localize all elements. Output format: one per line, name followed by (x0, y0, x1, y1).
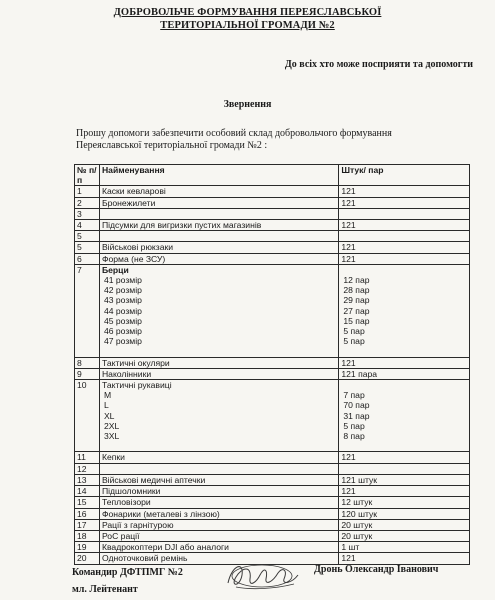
row-quantity: 121 (339, 357, 470, 368)
row-item-name: РоС рації (99, 530, 338, 541)
row-number: 3 (75, 208, 100, 219)
header-name: Найменування (99, 165, 338, 186)
row-item-name: Підсумки для вигризки пустих магазинів (99, 220, 338, 231)
row-number: 7 (75, 264, 100, 357)
row-item-name (99, 208, 338, 219)
row-quantity: 121 (339, 553, 470, 564)
row-item-name (99, 264, 338, 357)
table-row (75, 197, 470, 208)
row-quantity (339, 264, 470, 357)
row-item-name (99, 380, 338, 452)
row-number: 10 (75, 380, 100, 452)
row-quantity: 121 (339, 186, 470, 197)
row-item-name (99, 463, 338, 474)
table-header-row (75, 165, 470, 186)
sub-item-label: 41 розмір (103, 275, 142, 286)
table-row (75, 186, 470, 197)
row-number: 6 (75, 253, 100, 264)
table-row (75, 208, 470, 219)
row-quantity: 20 штук (339, 519, 470, 530)
row-item-name (99, 231, 338, 242)
intro-line2: Переяславської територіальної громади №2 : (76, 140, 268, 151)
row-number: 5 (75, 242, 100, 253)
header-num: № п/п (75, 165, 100, 186)
row-item-name: Тепловізори (99, 497, 338, 508)
commander-name: Дронь Олександр Іванович (314, 564, 439, 575)
row-number: 5 (75, 231, 100, 242)
row-number: 9 (75, 368, 100, 379)
sub-item-qty: 12 пар (343, 275, 370, 286)
sub-item-qty: 8 пар (343, 431, 365, 442)
table-row (75, 368, 470, 379)
row-item-name: Каски кевларові (99, 186, 338, 197)
sub-item-label: L (103, 400, 109, 411)
row-number: 8 (75, 357, 100, 368)
row-quantity: 121 штук (339, 474, 470, 485)
table-row (75, 508, 470, 519)
row-item-name: Квадрокоптери DJI або аналоги (99, 542, 338, 553)
table-row (75, 519, 470, 530)
sub-item-qty: 5 пар (343, 326, 365, 337)
table-row (75, 264, 470, 357)
row-number: 1 (75, 186, 100, 197)
row-quantity: 20 штук (339, 530, 470, 541)
sub-item-qty: 29 пар (343, 295, 370, 306)
row-quantity: 121 (339, 197, 470, 208)
row-quantity (339, 208, 470, 219)
sub-item-qty: 7 пар (343, 390, 365, 401)
item-name: Берци (101, 264, 129, 275)
row-number: 19 (75, 542, 100, 553)
signatory-title (72, 564, 183, 598)
sub-item-qty: 31 пар (343, 410, 370, 421)
sub-item-qty: 15 пар (343, 315, 370, 326)
row-quantity: 121 (339, 486, 470, 497)
items-table-body (75, 186, 470, 564)
row-quantity: 121 (339, 242, 470, 253)
row-item-name: Форма (не ЗСУ) (99, 253, 338, 264)
row-number: 12 (75, 463, 100, 474)
sub-item-label: 47 розмір (103, 336, 142, 347)
row-item-name: Військові медичні аптечки (99, 474, 338, 485)
row-item-name: Наколінники (99, 368, 338, 379)
row-item-name: Рації з гарнітурою (99, 519, 338, 530)
sub-item-label: 46 розмір (103, 326, 142, 337)
items-table (74, 164, 470, 565)
row-number: 4 (75, 220, 100, 231)
commander-rank: мл. Лейтенант (72, 584, 138, 595)
sub-item-label: 2XL (103, 420, 120, 431)
sub-item-label: XL (103, 410, 115, 421)
row-item-name: Підшоломники (99, 486, 338, 497)
table-row (75, 242, 470, 253)
sub-item-qty: 27 пар (343, 305, 370, 316)
row-item-name: Військові рюкзаки (99, 242, 338, 253)
row-item-name: Тактичні окуляри (99, 357, 338, 368)
sub-item-label: M (103, 390, 112, 401)
org-title-line1: ДОБРОВОЛЬЧЕ ФОРМУВАННЯ ПЕРЕЯСЛАВСЬКОЇ (113, 7, 382, 18)
header-qty: Штук/ пар (339, 165, 470, 186)
table-row (75, 463, 470, 474)
row-quantity: 121 (339, 253, 470, 264)
sub-item-qty: 28 пар (343, 285, 370, 296)
org-title-line2: ТЕРИТОРІАЛЬНОЇ ГРОМАДИ №2 (160, 20, 335, 31)
row-item-name: Фонарики (металеві з лінзою) (99, 508, 338, 519)
table-row (75, 380, 470, 452)
row-quantity (339, 380, 470, 452)
sub-item-qty: 5 пар (343, 420, 365, 431)
row-item-name: Бронежилети (99, 197, 338, 208)
row-quantity (339, 231, 470, 242)
table-row (75, 231, 470, 242)
sub-item-label: 42 розмір (103, 285, 142, 296)
handwritten-signature (222, 557, 302, 593)
table-row (75, 497, 470, 508)
row-quantity: 121 пара (339, 368, 470, 379)
sub-item-qty: 5 пар (343, 336, 365, 347)
table-row (75, 530, 470, 541)
row-quantity: 1 шт (339, 542, 470, 553)
table-row (75, 542, 470, 553)
sub-item-label: 45 розмір (103, 315, 142, 326)
row-quantity (339, 463, 470, 474)
table-row (75, 253, 470, 264)
sub-item-label: 3XL (103, 431, 120, 442)
table-row (75, 486, 470, 497)
row-quantity: 121 (339, 452, 470, 463)
row-number: 18 (75, 530, 100, 541)
row-number: 13 (75, 474, 100, 485)
row-quantity: 12 штук (339, 497, 470, 508)
sub-item-label: 43 розмір (103, 295, 142, 306)
row-quantity: 120 штук (339, 508, 470, 519)
document-heading: Звернення (223, 99, 272, 110)
row-number: 16 (75, 508, 100, 519)
row-number: 14 (75, 486, 100, 497)
row-number: 2 (75, 197, 100, 208)
sub-item-label: 44 розмір (103, 305, 142, 316)
row-number: 20 (75, 553, 100, 564)
table-row (75, 452, 470, 463)
recipient-line: До всіх хто може посприяти та допомогти (284, 59, 473, 70)
table-row (75, 220, 470, 231)
row-number: 15 (75, 497, 100, 508)
item-name: Тактичні рукавиці (101, 380, 172, 391)
row-item-name: Одноточковий ремінь (99, 553, 338, 564)
row-number: 17 (75, 519, 100, 530)
row-quantity: 121 (339, 220, 470, 231)
table-row (75, 474, 470, 485)
row-item-name: Кепки (99, 452, 338, 463)
commander-title: Командир ДФТПМГ №2 (72, 567, 183, 578)
intro-line1: Прошу допомоги забезпечити особовий склад добровольчого формування (76, 128, 392, 139)
sub-item-qty: 70 пар (343, 400, 370, 411)
table-row (75, 357, 470, 368)
row-number: 11 (75, 452, 100, 463)
